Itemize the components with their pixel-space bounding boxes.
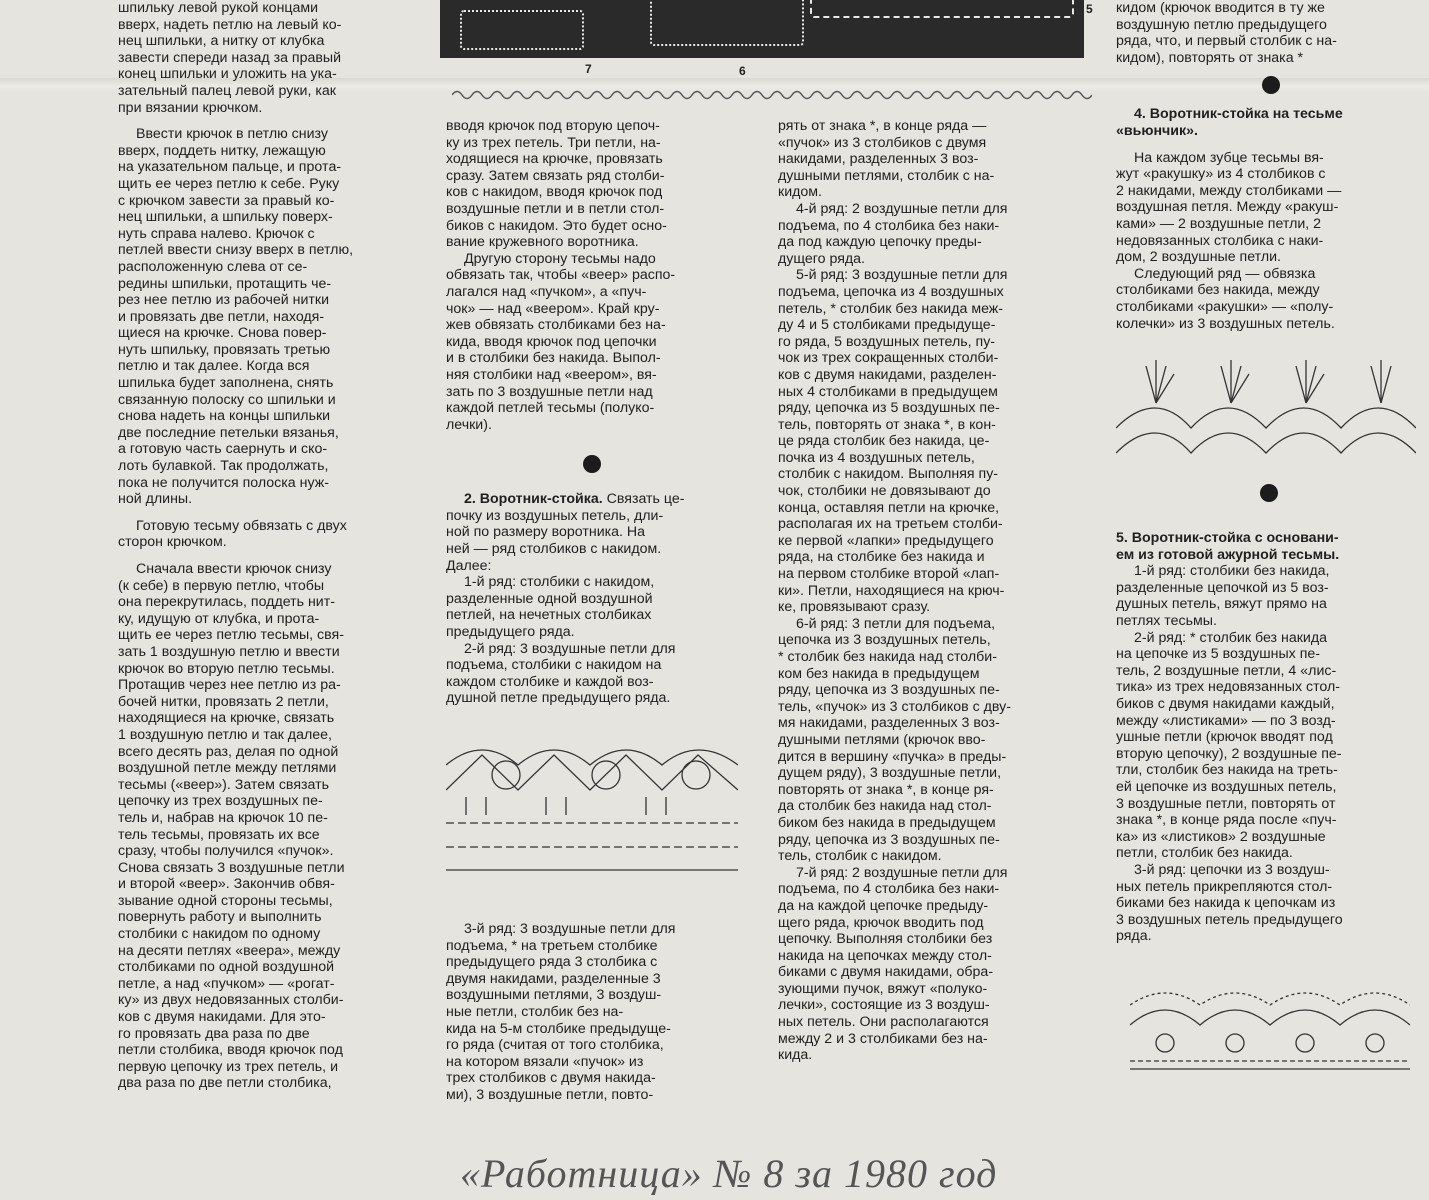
paragraph: вводя крючок под вторую цепоч- ку из трех петель. Три петли, на- ходящиеся на крючке, провязать сразу. Затем связать ряд столби- ков с накидом, вводя крючок под воздушные петли и в петли стол- биков с накидом. Это будет осно- вание кружевного воротника. xyxy=(446,118,667,251)
figure-number: 7 xyxy=(585,62,592,76)
figure-number: 5 xyxy=(1086,2,1093,16)
section-heading: 5. Воротник-стойка с основани- ем из готовой ажурной тесьмы. xyxy=(1116,530,1340,563)
paragraph: 2-й ряд: 3 воздушные петли для подъема, столбики с накидом на каждом столбике и каждой воз- душной петле предыдущего ряда. xyxy=(446,640,676,707)
paragraph: На каждом зубце тесьмы вя- жут «ракушку» из 4 столбиков с 2 накидами, между столбиками — воздушная петля. Между «ракуш- ками» — 2 воздушные петли, 2 недовязанных столбика с наки- дом, 2 воздушные петли. xyxy=(1116,149,1342,266)
paragraph: 4-й ряд: 2 воздушные петли для подъема, по 4 столбика без наки- да под каждую цепочку преды- дущего ряда. xyxy=(778,200,1008,267)
paragraph-text: Связать це- почку из воздушных петель, дли- ной по размеру воротника. На ней — ряд столбиков с накидом. Далее: xyxy=(446,491,685,574)
paragraph: 7-й ряд: 2 воздушные петли для подъема, по 4 столбика без наки- да на каждой цепочке предыду- щего ряда, крючок вводить под цепочку. Выполняя столбики без накида на цепочках между стол- биками с двумя накидами, обра- зующими пучок, вяжут «полуко- лечки», состоящие из 3 воздуш- ных петель. Они располагаются между 2 и 3 столбиками без на- кида. xyxy=(778,864,1008,1064)
lace-pattern xyxy=(810,0,1074,18)
paragraph: Ввести крючок в петлю снизу вверх, поддеть нитку, лежащую на указательном пальце, и протa- щить ее через петлю к себе. Руку с крючком завести за правый ко- нец шпильки, а шпильку поверх- нуть справа налево. Крючок с петлей ввести снизу вверх в петлю, расположенную слева от се- редины шпильки, протащить че- рез нее петлю из рабочей нитки и провязать две петли, находя- щиеся на крючке. Снова повер- нуть шпильку, провязать третью петлю и так далее. Когда вся шпилька будет заполнена, снять связанную полоску со шпильки и снова надеть на концы шпильки две последние петельки вязанья, а готовую часть сaернуть и ско- лоть булавкой. Так продолжать, пока не получится полоска нуж- ной длины. xyxy=(118,126,354,508)
paragraph: 3-й ряд: 3 воздушные петли для подъема, * на третьем столбике предыдущего ряда 3 столбика с двумя накидами, разделенные 3 воздушными петлями, 3 воздуш- ные петли, столбик без на- кида на 5-м столбике предыдуще- го ряда (считая от того столбика, на котором вязали «пучок» из трех столбиков с двумя накида- ми), 3 воздушные петли, повто- xyxy=(446,921,676,1103)
crochet-diagram-2 xyxy=(446,735,738,885)
paragraph: Другую сторону тесьмы надо обвязать так, чтобы «веер» распо- лагался над «пучком», а «пуч- чок» — над «веером». Край кру- жев обвязать столбиками без на- кида, вводя крючок под цепочки и в столбики без накида. Выпол- няя столбики над «веером», вя- зать по 3 воздушные петли над каждой петлей тесьмы (полуко- лечки). xyxy=(446,250,676,433)
paragraph: Следующий ряд — обвязка столбиками без накида, между столбиками «ракушки» — «полу- колечки» из 3 воздушных петель. xyxy=(1116,265,1335,332)
section-bullet xyxy=(1260,484,1278,502)
figure-number: 6 xyxy=(739,64,746,78)
publication-footer: «Работница» № 8 за 1980 год xyxy=(460,1151,998,1196)
column-1 xyxy=(118,0,402,1092)
paragraph: 2-й ряд: * столбик без накида на цепочке из 5 воздушных пе- тель, 2 воздушные петли, 4 «лис- тика» из трех недовязанных стол- биков с двумя накидами каждый, между «листиками» — по 3 возд- ушные петли (крючок вводят под вторую цепочку), 2 воздушные пе- тли, столбик без накида на треть- ей цепочке из воздушных петель, 3 воздушные петли, повторять от знака *, в конце ряда после «пуч- ка» из «листиков» 2 воздушные петли, столбик без накида. xyxy=(1116,629,1342,862)
lace-photo xyxy=(440,0,1084,58)
section-heading: 4. Воротник-стойка на тесьме «вьюнчик». xyxy=(1116,106,1343,139)
paragraph: 5-й ряд: 3 воздушные петли для подъема, цепочка из 4 воздушных петель, * столбик без накида меж- ду 4 и 5 столбиками предыдуще- го ряда, 5 воздушных петель, пу- чок из трех сокращенных столби- ков с двумя накидами, разделен- ных 4 столбиками в предыдущем ряду, цепочка из 5 воздушных пе- тель, повторять от знака *, в кон- це ряда столбик без накида, це- почка из 4 воздушных петель, столбик с накидом. Выполняя пу- чок, столбики не довязывают до конца, оставляя петли на крючке, располагая их на третьем столби- ке первой «лапки» предыдущего ряда, на столбике без накида и на первом столбике второй «лап- ки». Петли, находящиеся на крюч- ке, провязывают сразу. xyxy=(778,267,1008,616)
section-bullet xyxy=(1262,76,1280,94)
paragraph: 1-й ряд: столбики без накида, разделенные цепочкой из 5 воз- душных петель, вяжут прямо на петлях тесьмы. xyxy=(1116,563,1330,630)
lace-pattern xyxy=(460,10,584,50)
paragraph: 3-й ряд: цепочки из 3 воздуш- ных петель прикрепляются стол- биками без накида к цепочкам из 3 воздушных петель предыдущего ряда. xyxy=(1116,861,1343,945)
column-4 xyxy=(1116,0,1416,1075)
paragraph: Готовую тесьму обвязать с двух сторон крючком. xyxy=(118,517,347,551)
crochet-diagram-5 xyxy=(1130,985,1410,1075)
paragraph: Сначала ввести крючок снизу (к себе) в первую петлю, чтобы она перекрутилась, поддеть нит- ку, идущую от клубка, и протa- щить ее через петлю тесьмы, свя- зать 1 воздушную петлю и ввести крючок во вторую петлю тесьмы. Протащив через нее петлю из ра- бочей нитки, провязать 2 петли, находящиеся на крючке, связать 1 воздушную петлю и так далее, всего десять раз, делая по одной воздушной петле между петлями тесьмы («веер»). Затем связать цепочку из трех воздушных пе- тель и, набрав на крючок 10 пе- тель тесьмы, провязать их все сразу, чтобы получился «пучок». Снова связать 3 воздушные петли и второй «веер». Закончив обвя- зывание одной стороны тесьмы, повернуть работу и выполнить столбики с накидом по одному на десяти петлях «веера», между столбиками по одной воздушной петле, а над «пучком» — «рогат- ку» из двух недовязанных столби- ков с двумя накидами. Для это- го провязать два раза по две петли столбика, вводя крючок под первую цепочку из трех петель, и два раза по две петли столбика, xyxy=(118,561,345,1092)
column-2 xyxy=(446,118,738,1104)
paragraph: 6-й ряд: 3 петли для подъема, цепочка из 3 воздушных петель, * столбик без накида над столби- ком без накида в предыдущем ряду, цепочка из 3 воздушных пе- тель, «пучок» из 3 столбиков с дву- мя накидами, разделенных 3 воз- душными петлями (крючок вво- дится в вершину «пучка» в преды- дущем ряду), 3 воздушные петли, повторять от знака *, в конце ря- да столбик без накида над стол- биком без накида в предыдущем ряду, цепочка из 3 воздушных пе- тель, столбик с накидом. xyxy=(778,615,1011,865)
paragraph: кидом (крючок вводится в ту же воздушную петлю предыдущего ряда, что, и первый столбик с на- кидом), повторять от знака * xyxy=(1116,0,1337,66)
lace-pattern xyxy=(650,0,804,46)
section-bullet xyxy=(583,455,601,473)
wavy-rule xyxy=(452,88,1092,102)
column-3 xyxy=(778,118,1070,1064)
paragraph: рять от знака *, в конце ряда — «пучок» из 3 столбиков с двумя накидами, разделенных 3 воз- душными петлями, столбик с на- кидом. xyxy=(778,118,995,201)
paragraph: шпильку левой рукой концами вверх, надеть петлю на левый ко- нец шпильки, а нитку от клубка завести спереди назад за правый конец шпильки и уложить на ука- зательный палец левой руки, как при вязании крючком. xyxy=(118,0,342,116)
crochet-diagram-4 xyxy=(1116,348,1416,458)
section-heading: 2. Воротник-стойка. xyxy=(464,491,603,508)
paragraph xyxy=(446,491,738,574)
paragraph: 1-й ряд: столбики с накидом, разделенные одной воздушной петлей, на нечетных столбиках предыдущего ряда. xyxy=(446,574,655,641)
